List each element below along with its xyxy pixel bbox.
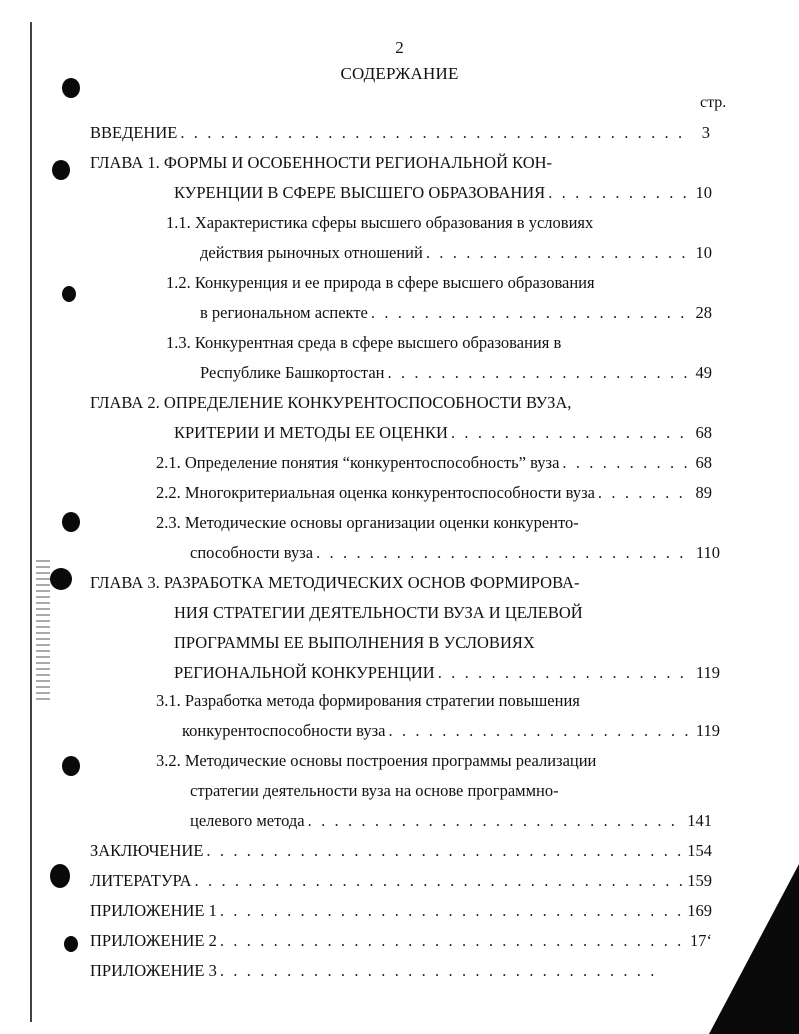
punch-hole [62,756,80,776]
toc-entry-text: ПРИЛОЖЕНИЕ 1 [90,901,217,920]
punch-hole [50,568,72,590]
page-column-label: стр. [700,94,727,111]
punch-hole [62,286,76,302]
toc-entry-text: 2.1. Определение понятия “конкурентоспособность” вуза [156,453,560,472]
toc-entry-text: 2.2. Многокритериальная оценка конкурентоспособности вуза [156,483,595,502]
toc-entry-text: ВВЕДЕНИЕ [90,123,178,142]
punch-hole [52,160,70,180]
toc-entry-page: 3 [701,123,710,142]
toc-leader-dots [195,870,685,892]
toc-leader-dots [426,242,687,264]
toc-entry-page: 10 [695,243,712,262]
toc-chapter-3-line-3: ПРОГРАММЫ ЕЕ ВЫПОЛНЕНИЯ В УСЛОВИЯХ [174,633,535,652]
toc-leader-dots [308,810,685,832]
toc-chapter-1-line-1: ГЛАВА 1. ФОРМЫ И ОСОБЕННОСТИ РЕГИОНАЛЬНОЙ КОН- [90,153,553,172]
toc-entry-page: 68 [695,453,712,472]
toc-leader-dots [451,422,687,444]
toc-section-2-3-line-1: 2.3. Методические основы организации оценки конкуренто- [156,513,579,532]
toc-entry-text: действия рыночных отношений [200,243,423,262]
toc-entry-page: 17‘ [690,931,712,950]
toc-leader-dots [220,960,657,982]
toc-section-1-1-line-1: 1.1. Характеристика сферы высшего образования в условиях [166,213,594,232]
toc-section-2-3 [190,542,720,564]
toc-leader-dots [220,900,684,922]
page-number: 2 [395,38,404,57]
toc-leader-dots [371,302,687,324]
toc-chapter-3-line-1: ГЛАВА 3. РАЗРАБОТКА МЕТОДИЧЕСКИХ ОСНОВ ФОРМИРОВА- [90,573,580,592]
toc-leader-dots [388,362,688,384]
toc-section-1-3 [200,362,712,384]
toc-entry-page: 141 [687,811,712,830]
toc-leader-dots [562,452,687,474]
toc-entry-page: 169 [687,901,712,920]
toc-entry-text: ЛИТЕРАТУРА [90,871,192,890]
toc-leader-dots [206,840,684,862]
toc-entry-text: КРИТЕРИИ И МЕТОДЫ ЕЕ ОЦЕНКИ [174,423,448,442]
toc-chapter-3-line-2: НИЯ СТРАТЕГИИ ДЕЯТЕЛЬНОСТИ ВУЗА И ЦЕЛЕВОЙ [174,603,583,622]
toc-entry-page: 89 [695,483,712,502]
toc-entry-page: 119 [695,721,720,740]
toc-leader-dots [548,182,687,204]
toc-entry-conclusion [90,840,712,862]
toc-leader-dots [438,662,693,684]
toc-entry-intro [90,122,710,144]
toc-leader-dots [180,122,685,144]
toc-section-1-2 [200,302,712,324]
toc-entry-text: ПРИЛОЖЕНИЕ 3 [90,961,217,980]
toc-section-3-2-line-1: 3.2. Методические основы построения программы реализации [156,751,597,770]
toc-section-1-2-line-1: 1.2. Конкуренция и ее природа в сфере высшего образования [166,273,595,292]
toc-section-3-1 [182,720,720,742]
toc-entry-text: ПРИЛОЖЕНИЕ 2 [90,931,217,950]
toc-entry-page: 119 [695,663,720,682]
scan-margin-line [30,22,32,1022]
toc-section-3-1-line-1: 3.1. Разработка метода формирования стратегии повышения [156,691,580,710]
toc-entry-page: 28 [695,303,712,322]
toc-section-3-2 [190,810,712,832]
toc-leader-dots [598,482,687,504]
toc-section-2-2 [156,482,712,504]
toc-leader-dots [388,720,692,742]
toc-leader-dots [220,930,687,952]
toc-section-3-2-line-2: стратегии деятельности вуза на основе программно- [190,781,559,800]
toc-entry-appendix-3 [90,960,682,982]
toc-leader-dots [316,542,693,564]
toc-section-1-3-line-1: 1.3. Конкурентная среда в сфере высшего образования в [166,333,562,352]
toc-entry-text: в региональном аспекте [200,303,368,322]
toc-entry-text: способности вуза [190,543,314,562]
toc-chapter-2-line-1: ГЛАВА 2. ОПРЕДЕЛЕНИЕ КОНКУРЕНТОСПОСОБНОСТИ ВУЗА, [90,393,572,412]
toc-entry-page: 110 [695,543,720,562]
toc-section-2-1 [156,452,712,474]
toc-entry-text: ЗАКЛЮЧЕНИЕ [90,841,204,860]
toc-entry-text: Республике Башкортостан [200,363,385,382]
toc-chapter-2 [174,422,712,444]
toc-entry-page: 154 [687,841,712,860]
toc-entry-appendix-1 [90,900,712,922]
toc-entry-page: 49 [695,363,712,382]
toc-section-1-1 [200,242,712,264]
punch-hole [50,864,70,888]
toc-entry-text: КУРЕНЦИИ В СФЕРЕ ВЫСШЕГО ОБРАЗОВАНИЯ [174,183,546,202]
toc-entry-page: 10 [695,183,712,202]
scan-smudge [36,560,50,700]
scan-dark-corner [709,864,799,1034]
toc-entry-page: 159 [687,871,712,890]
punch-hole [62,512,80,532]
toc-chapter-1 [174,182,712,204]
toc-entry-appendix-2 [90,930,712,952]
page-title: СОДЕРЖАНИЕ [340,64,459,83]
toc-entry-text: конкурентоспособности вуза [182,721,386,740]
toc-entry-text: РЕГИОНАЛЬНОЙ КОНКУРЕНЦИИ [174,663,435,682]
toc-entry-page: 68 [695,423,712,442]
toc-chapter-3 [174,662,720,684]
toc-entry-literature [90,870,712,892]
toc-entry-text: целевого метода [190,811,305,830]
punch-hole [64,936,78,952]
